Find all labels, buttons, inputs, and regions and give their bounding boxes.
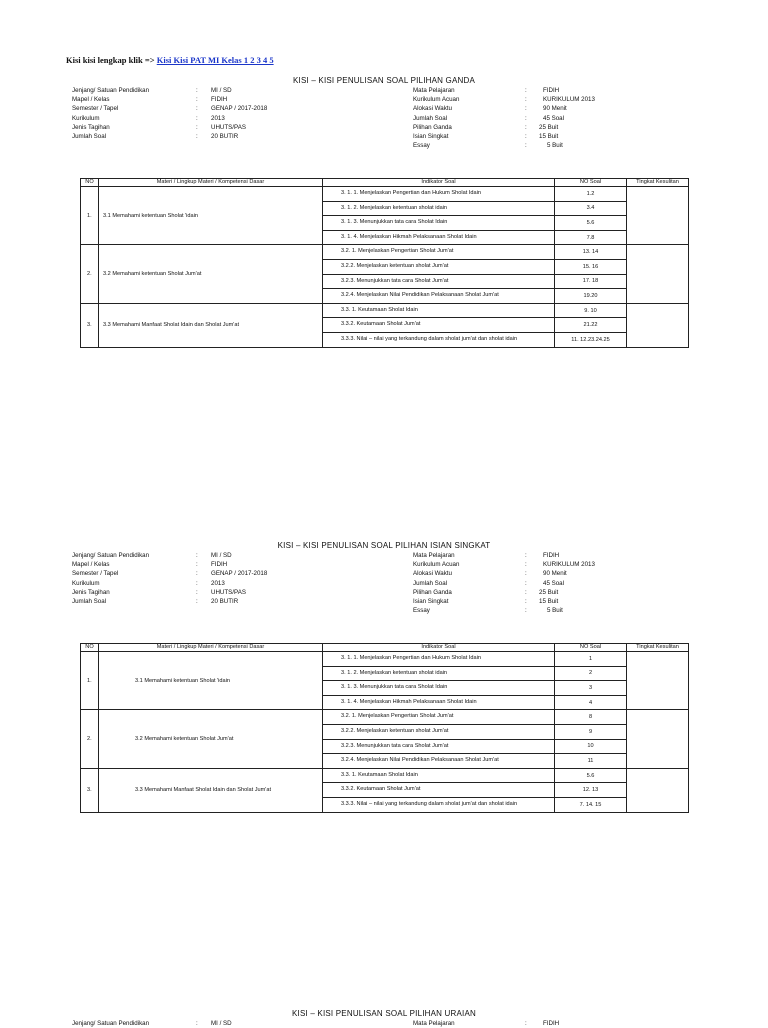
row-indikator: 3.2.4. Menjelaskan Nilai Pendidikan Pelaksanaan Sholat Jum'at — [323, 289, 555, 304]
meta-key: Semester / Tapel — [72, 570, 119, 578]
kisi-table — [80, 178, 689, 348]
row-indikator: 3.3. 1. Keutamaan Sholat Idain — [323, 303, 555, 318]
row-no-soal: 1.2 — [555, 187, 627, 202]
row-no-soal: 2 — [555, 666, 627, 681]
row-no: 1. — [81, 187, 99, 245]
row-no-soal: 10 — [555, 739, 627, 754]
meta-row: Mata Pelajaran : FIDIH — [413, 552, 560, 559]
row-no-soal: 3.4 — [555, 201, 627, 216]
table-row — [81, 768, 689, 783]
row-indikator: 3.3.3. Nilai – nilai yang terkandung dalam sholat jum'at dan sholat idain — [323, 332, 555, 347]
meta-value: 5 Buit — [547, 607, 563, 615]
header-no: NO — [81, 644, 99, 652]
row-no-soal: 8 — [555, 710, 627, 725]
section-title: KISI – KISI PENULISAN SOAL PILIHAN ISIAN SINGKAT — [277, 541, 491, 550]
row-tingkat — [627, 245, 689, 303]
meta-row: Jumlah Soal : 45 Soal — [413, 114, 564, 122]
meta-left — [72, 86, 372, 141]
meta-row: Jumlah Soal : 20 BUTIR — [72, 132, 239, 140]
row-tingkat — [627, 710, 689, 768]
meta-row: Semester / Tapel : GENAP / 2017-2018 — [72, 105, 268, 113]
meta-key: Essay — [413, 607, 430, 615]
row-no-soal: 5.6 — [555, 768, 627, 783]
meta-row: Mata Pelajaran : FIDIH — [413, 1020, 560, 1027]
row-indikator: 3. 1. 4. Menjelaskan Hikmah Pelaksanaan Sholat Idain — [323, 695, 555, 710]
meta-value: FIDIH — [543, 87, 560, 94]
header-tingkat: Tingkat Kesulitan — [627, 644, 689, 652]
meta-key: Pilihan Ganda — [413, 123, 452, 131]
meta-key: Isian Singkat — [413, 132, 449, 140]
meta-value: 90 Menit — [543, 570, 567, 578]
meta-row: Mapel / Kelas : FIDIH — [72, 561, 228, 569]
row-indikator: 3.2. 1. Menjelaskan Pengertian Sholat Jum'at — [323, 245, 555, 260]
meta-key: Kurikulum — [72, 114, 100, 122]
row-no-soal: 11 — [555, 754, 627, 769]
row-no-soal: 15. 16 — [555, 259, 627, 274]
section-title: KISI – KISI PENULISAN SOAL PILIHAN URAIAN — [292, 1009, 476, 1018]
row-no-soal: 9. 10 — [555, 303, 627, 318]
row-no: 3. — [81, 768, 99, 812]
row-no-soal: 12. 13 — [555, 783, 627, 798]
row-no-soal: 11. 12.23.24.25 — [555, 332, 627, 347]
meta-key: Semester / Tapel — [72, 105, 119, 113]
meta-value: 45 Soal — [543, 579, 564, 587]
header-materi: Materi / Lingkup Materi / Kompetensi Dasar — [99, 644, 323, 652]
meta-value: 15 Buit — [539, 597, 559, 605]
row-materi: 3.1 Memahami ketentuan Sholat 'idain — [99, 187, 323, 245]
meta-value: FIDIH — [211, 96, 228, 104]
section-title: KISI – KISI PENULISAN SOAL PILIHAN GANDA — [293, 76, 475, 85]
meta-value: KURIKULUM 2013 — [543, 561, 595, 569]
meta-key: Jumlah Soal — [72, 132, 107, 140]
meta-row: Jenjang/ Satuan Pendidikan : MI / SD — [72, 87, 232, 94]
meta-value: 20 BUTIR — [211, 132, 239, 140]
meta-key: Jenjang/ Satuan Pendidikan — [72, 1020, 150, 1027]
meta-row: Isian Singkat : 15 Buit — [413, 597, 559, 605]
row-no: 2. — [81, 710, 99, 768]
meta-row: Mata Pelajaran : FIDIH — [413, 87, 560, 94]
meta-row: Jenis Tagihan : UHUTS/PAS — [72, 588, 246, 596]
row-tingkat — [627, 303, 689, 347]
row-indikator: 3.2. 1. Menjelaskan Pengertian Sholat Jum'at — [323, 710, 555, 725]
pat-kisi-link[interactable]: Kisi Kisi PAT MI Kelas 1 2 3 4 5 — [156, 55, 274, 65]
row-indikator: 3.2.3. Menunjukkan tata cara Sholat Jum'at — [323, 274, 555, 289]
meta-value: 5 Buit — [547, 142, 563, 150]
meta-key: Mata Pelajaran — [413, 1020, 455, 1027]
row-indikator: 3.3.2. Keutamaan Sholat Jum'at — [323, 318, 555, 333]
header-no-soal: NO Soal — [555, 179, 627, 187]
meta-row: Jumlah Soal : 20 BUTIR — [72, 597, 239, 605]
row-no-soal: 9 — [555, 724, 627, 739]
meta-row: Mapel / Kelas : FIDIH — [72, 96, 228, 104]
table-row — [81, 652, 689, 667]
row-indikator: 3.3.2. Keutamaan Sholat Jum'at — [323, 783, 555, 798]
meta-right — [413, 551, 673, 615]
row-no-soal: 4 — [555, 695, 627, 710]
meta-value: KURIKULUM 2013 — [543, 96, 595, 104]
meta-key: Jumlah Soal — [413, 579, 448, 587]
top-link-line — [66, 55, 274, 65]
table-row — [81, 187, 689, 202]
meta-value: GENAP / 2017-2018 — [211, 105, 268, 113]
row-no-soal: 21.22 — [555, 318, 627, 333]
table-header-row — [81, 644, 689, 652]
header-materi: Materi / Lingkup Materi / Kompetensi Dasar — [99, 179, 323, 187]
row-indikator: 3. 1. 1. Menjelaskan Pengertian dan Hukum Sholat Idain — [323, 187, 555, 202]
meta-value: UHUTS/PAS — [211, 588, 246, 596]
meta-row: Jenjang/ Satuan Pendidikan : MI / SD — [72, 552, 232, 559]
meta-value: GENAP / 2017-2018 — [211, 570, 268, 578]
header-indikator: Indikator Soal — [323, 179, 555, 187]
meta-row: Kurikulum Acuan : KURIKULUM 2013 — [413, 96, 595, 104]
meta-value: 15 Buit — [539, 132, 559, 140]
meta-value: 2013 — [211, 579, 225, 587]
row-no-soal: 3 — [555, 681, 627, 696]
row-indikator: 3. 1. 3. Menunjukkan tata cara Sholat Idain — [323, 681, 555, 696]
meta-key: Kurikulum — [72, 579, 100, 587]
meta-key: Jumlah Soal — [413, 114, 448, 122]
header-no-soal: NO Soal — [555, 644, 627, 652]
row-tingkat — [627, 187, 689, 245]
row-materi: 3.1 Memahami ketentuan Sholat 'idain — [99, 652, 323, 710]
meta-row: Jenis Tagihan : UHUTS/PAS — [72, 123, 246, 131]
header-indikator: Indikator Soal — [323, 644, 555, 652]
meta-value: MI / SD — [211, 552, 232, 559]
meta-key: Kurikulum Acuan — [413, 96, 460, 104]
meta-value: 25 Buit — [539, 588, 559, 596]
row-indikator: 3. 1. 3. Menunjukkan tata cara Sholat Idain — [323, 216, 555, 231]
row-tingkat — [627, 652, 689, 710]
kisi-table — [80, 643, 689, 813]
meta-right — [413, 86, 673, 150]
meta-left — [72, 551, 372, 606]
meta-key: Kurikulum Acuan — [413, 561, 460, 569]
row-no-soal: 7. 14. 15 — [555, 797, 627, 812]
meta-value: 45 Soal — [543, 114, 564, 122]
row-materi: 3.2 Memahami ketentuan Sholat Jum'at — [99, 245, 323, 303]
row-indikator: 3.2.2. Menjelaskan ketentuan sholat Jum'at — [323, 259, 555, 274]
meta-row: Kurikulum : 2013 — [72, 114, 225, 122]
meta-key: Alokasi Waktu — [413, 105, 452, 113]
header-no: NO — [81, 179, 99, 187]
meta-key: Pilihan Ganda — [413, 588, 452, 596]
row-indikator: 3. 1. 2. Menjelaskan ketentuan sholat idain — [323, 666, 555, 681]
meta-value: MI / SD — [211, 87, 232, 94]
meta-value: 2013 — [211, 114, 225, 122]
meta-key: Mapel / Kelas — [72, 96, 110, 104]
meta-row: Essay : 5 Buit — [413, 142, 563, 150]
meta-row: Alokasi Waktu : 90 Menit — [413, 105, 567, 113]
row-indikator: 3.3. 1. Keutamaan Sholat Idain — [323, 768, 555, 783]
meta-row: Jumlah Soal : 45 Soal — [413, 579, 564, 587]
row-no-soal: 17. 18 — [555, 274, 627, 289]
meta-key: Isian Singkat — [413, 597, 449, 605]
row-no-soal: 1 — [555, 652, 627, 667]
row-tingkat — [627, 768, 689, 812]
row-indikator: 3.2.3. Menunjukkan tata cara Sholat Jum'at — [323, 739, 555, 754]
meta-row: Semester / Tapel : GENAP / 2017-2018 — [72, 570, 268, 578]
meta-value: FIDIH — [543, 1020, 560, 1027]
row-indikator: 3. 1. 4. Menjelaskan Hikmah Pelaksanaan Sholat Idain — [323, 230, 555, 245]
meta-key: Jenis Tagihan — [72, 588, 110, 596]
row-indikator: 3.2.4. Menjelaskan Nilai Pendidikan Pelaksanaan Sholat Jum'at — [323, 754, 555, 769]
row-materi: 3.3 Memahami Manfaat Sholat Idain dan Sholat Jum'at — [99, 768, 323, 812]
row-indikator: 3. 1. 1. Menjelaskan Pengertian dan Hukum Sholat Idain — [323, 652, 555, 667]
meta-key: Alokasi Waktu — [413, 570, 452, 578]
row-materi: 3.2 Memahami ketentuan Sholat Jum'at — [99, 710, 323, 768]
row-materi: 3.3 Memahami Manfaat Sholat Idain dan Sholat Jum'at — [99, 303, 323, 347]
meta-key: Mata Pelajaran — [413, 552, 455, 559]
row-no-soal: 7.8 — [555, 230, 627, 245]
meta-key: Mapel / Kelas — [72, 561, 110, 569]
header-tingkat: Tingkat Kesulitan — [627, 179, 689, 187]
meta-value: FIDIH — [543, 552, 560, 559]
meta-value: UHUTS/PAS — [211, 123, 246, 131]
table-row — [81, 710, 689, 725]
meta-key: Jenjang/ Satuan Pendidikan — [72, 87, 150, 94]
meta-row: Alokasi Waktu : 90 Menit — [413, 570, 567, 578]
meta-row: Pilihan Ganda : 25 Buit — [413, 123, 559, 131]
meta-key: Jenjang/ Satuan Pendidikan — [72, 552, 150, 559]
table-row — [81, 303, 689, 318]
table-header-row — [81, 179, 689, 187]
row-no: 2. — [81, 245, 99, 303]
meta-row: Kurikulum : 2013 — [72, 579, 225, 587]
row-no-soal: 5.6 — [555, 216, 627, 231]
meta-row: Essay : 5 Buit — [413, 607, 563, 615]
meta-value: 25 Buit — [539, 123, 559, 131]
meta-key: Mata Pelajaran — [413, 87, 455, 94]
meta-row: Jenjang/ Satuan Pendidikan : MI / SD — [72, 1020, 232, 1027]
meta-key: Jumlah Soal — [72, 597, 107, 605]
row-no-soal: 13. 14 — [555, 245, 627, 260]
meta-row: Isian Singkat : 15 Buit — [413, 132, 559, 140]
meta-value: MI / SD — [211, 1020, 232, 1027]
top-link-prefix: Kisi kisi lengkap klik => — [66, 55, 155, 65]
row-no: 3. — [81, 303, 99, 347]
row-indikator: 3.3.3. Nilai – nilai yang terkandung dalam sholat jum'at dan sholat idain — [323, 797, 555, 812]
meta-key: Jenis Tagihan — [72, 123, 110, 131]
meta-row: Pilihan Ganda : 25 Buit — [413, 588, 559, 596]
meta-value: 90 Menit — [543, 105, 567, 113]
meta-row: Kurikulum Acuan : KURIKULUM 2013 — [413, 561, 595, 569]
row-indikator: 3. 1. 2. Menjelaskan ketentuan sholat idain — [323, 201, 555, 216]
row-no: 1. — [81, 652, 99, 710]
table-row — [81, 245, 689, 260]
meta-value: FIDIH — [211, 561, 228, 569]
meta-value: 20 BUTIR — [211, 597, 239, 605]
row-indikator: 3.2.2. Menjelaskan ketentuan sholat Jum'at — [323, 724, 555, 739]
meta-key: Essay — [413, 142, 430, 150]
row-no-soal: 19.20 — [555, 289, 627, 304]
